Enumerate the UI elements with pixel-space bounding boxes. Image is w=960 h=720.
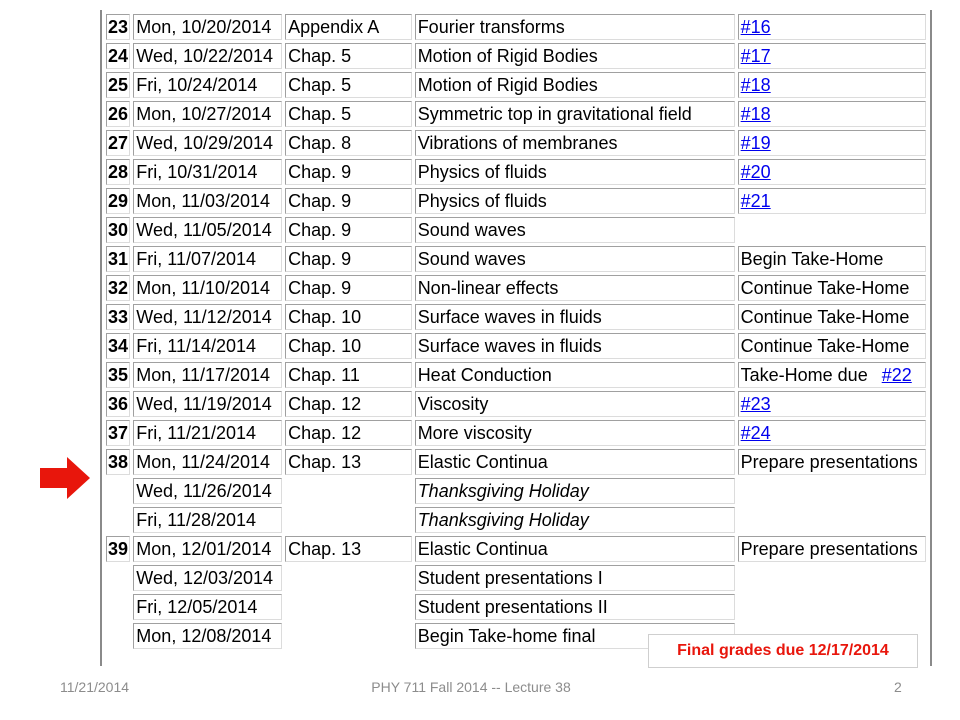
homework-link[interactable]: #17	[740, 46, 771, 66]
chapter-cell: Chap. 13	[285, 449, 412, 475]
homework-note: Continue Take-Home	[740, 307, 910, 327]
date-cell: Wed, 10/29/2014	[133, 130, 282, 156]
topic-cell: Thanksgiving Holiday	[415, 478, 735, 504]
table-row	[106, 159, 926, 185]
homework-note: Continue Take-Home	[740, 336, 910, 356]
homework-link[interactable]: #18	[740, 104, 771, 124]
topic-cell: Elastic Continua	[415, 449, 735, 475]
date-cell: Wed, 10/22/2014	[133, 43, 282, 69]
chapter-cell: Appendix A	[285, 14, 412, 40]
date-cell: Mon, 11/17/2014	[133, 362, 282, 388]
homework-cell	[738, 14, 926, 40]
topic-cell: Student presentations I	[415, 565, 735, 591]
schedule-panel	[100, 10, 932, 666]
table-row	[106, 43, 926, 69]
lecture-number-cell: 26	[106, 101, 130, 127]
chapter-cell: Chap. 5	[285, 72, 412, 98]
topic-cell: Sound waves	[415, 217, 735, 243]
date-cell: Fri, 10/24/2014	[133, 72, 282, 98]
table-row	[106, 72, 926, 98]
homework-note: Take-Home due	[740, 365, 868, 385]
homework-note: Begin Take-Home	[740, 249, 884, 269]
table-row	[106, 275, 926, 301]
chapter-cell	[285, 565, 412, 591]
table-row	[106, 507, 926, 533]
chapter-cell	[285, 478, 412, 504]
date-cell: Mon, 11/10/2014	[133, 275, 282, 301]
chapter-cell: Chap. 9	[285, 159, 412, 185]
chapter-cell: Chap. 9	[285, 246, 412, 272]
homework-cell	[738, 43, 926, 69]
date-cell: Fri, 12/05/2014	[133, 594, 282, 620]
homework-cell	[738, 333, 926, 359]
lecture-number-cell: 35	[106, 362, 130, 388]
date-cell: Mon, 12/01/2014	[133, 536, 282, 562]
table-row	[106, 246, 926, 272]
red-right-arrow-icon	[40, 457, 90, 499]
homework-cell	[738, 217, 926, 243]
date-cell: Mon, 11/03/2014	[133, 188, 282, 214]
table-row	[106, 449, 926, 475]
lecture-number-cell	[106, 594, 130, 620]
final-grades-note: Final grades due 12/17/2014	[648, 634, 918, 668]
table-row	[106, 478, 926, 504]
table-row	[106, 391, 926, 417]
topic-cell: Fourier transforms	[415, 14, 735, 40]
chapter-cell: Chap. 11	[285, 362, 412, 388]
homework-cell	[738, 130, 926, 156]
date-cell: Mon, 11/24/2014	[133, 449, 282, 475]
homework-cell	[738, 159, 926, 185]
homework-note: Prepare presentations	[740, 452, 918, 472]
topic-cell: Surface waves in fluids	[415, 333, 735, 359]
chapter-cell: Chap. 8	[285, 130, 412, 156]
date-cell: Fri, 10/31/2014	[133, 159, 282, 185]
homework-cell	[738, 420, 926, 446]
topic-cell: Vibrations of membranes	[415, 130, 735, 156]
homework-cell	[738, 188, 926, 214]
topic-cell: Surface waves in fluids	[415, 304, 735, 330]
chapter-cell: Chap. 13	[285, 536, 412, 562]
footer-course: PHY 711 Fall 2014 -- Lecture 38	[371, 679, 571, 695]
topic-cell: Begin Take-home final	[415, 623, 735, 649]
date-cell: Wed, 12/03/2014	[133, 565, 282, 591]
table-row	[106, 420, 926, 446]
homework-cell	[738, 507, 926, 533]
arrow-shape	[40, 457, 90, 499]
lecture-number-cell: 34	[106, 333, 130, 359]
chapter-cell: Chap. 5	[285, 101, 412, 127]
homework-cell	[738, 275, 926, 301]
lecture-number-cell: 36	[106, 391, 130, 417]
schedule-table	[103, 11, 929, 652]
topic-cell: More viscosity	[415, 420, 735, 446]
date-cell: Wed, 11/19/2014	[133, 391, 282, 417]
homework-link[interactable]: #22	[881, 365, 912, 385]
date-cell: Mon, 10/20/2014	[133, 14, 282, 40]
lecture-number-cell	[106, 565, 130, 591]
topic-cell: Viscosity	[415, 391, 735, 417]
topic-cell: Heat Conduction	[415, 362, 735, 388]
lecture-number-cell: 39	[106, 536, 130, 562]
chapter-cell: Chap. 9	[285, 217, 412, 243]
lecture-number-cell: 23	[106, 14, 130, 40]
lecture-number-cell: 27	[106, 130, 130, 156]
footer-date: 11/21/2014	[60, 679, 130, 695]
topic-cell: Motion of Rigid Bodies	[415, 72, 735, 98]
lecture-number-cell: 33	[106, 304, 130, 330]
table-row	[106, 333, 926, 359]
homework-note: Prepare presentations	[740, 539, 918, 559]
lecture-number-cell	[106, 478, 130, 504]
homework-cell	[738, 449, 926, 475]
homework-link[interactable]: #18	[740, 75, 771, 95]
footer-page-number: 2	[894, 679, 902, 695]
lecture-number-cell: 32	[106, 275, 130, 301]
chapter-cell: Chap. 5	[285, 43, 412, 69]
table-row	[106, 594, 926, 620]
homework-link[interactable]: #23	[740, 394, 771, 414]
lecture-number-cell: 30	[106, 217, 130, 243]
homework-cell	[738, 362, 926, 388]
homework-cell	[738, 101, 926, 127]
topic-cell: Physics of fluids	[415, 188, 735, 214]
chapter-cell: Chap. 9	[285, 275, 412, 301]
homework-cell	[738, 478, 926, 504]
topic-cell: Elastic Continua	[415, 536, 735, 562]
chapter-cell: Chap. 10	[285, 304, 412, 330]
lecture-number-cell: 25	[106, 72, 130, 98]
lecture-number-cell: 38	[106, 449, 130, 475]
lecture-number-cell	[106, 623, 130, 649]
lecture-number-cell: 31	[106, 246, 130, 272]
homework-cell	[738, 565, 926, 591]
table-row	[106, 362, 926, 388]
topic-cell: Thanksgiving Holiday	[415, 507, 735, 533]
lecture-number-cell	[106, 507, 130, 533]
table-row	[106, 101, 926, 127]
homework-link[interactable]: #19	[740, 133, 771, 153]
homework-cell	[738, 594, 926, 620]
topic-cell: Symmetric top in gravitational field	[415, 101, 735, 127]
chapter-cell: Chap. 9	[285, 188, 412, 214]
date-cell: Mon, 10/27/2014	[133, 101, 282, 127]
date-cell: Fri, 11/28/2014	[133, 507, 282, 533]
homework-link[interactable]: #20	[740, 162, 771, 182]
chapter-cell	[285, 594, 412, 620]
lecture-number-cell: 24	[106, 43, 130, 69]
homework-cell	[738, 72, 926, 98]
table-row	[106, 536, 926, 562]
topic-cell: Student presentations II	[415, 594, 735, 620]
homework-note: Continue Take-Home	[740, 278, 910, 298]
lecture-number-cell: 28	[106, 159, 130, 185]
homework-cell	[738, 391, 926, 417]
topic-cell: Motion of Rigid Bodies	[415, 43, 735, 69]
table-row	[106, 188, 926, 214]
topic-cell: Sound waves	[415, 246, 735, 272]
homework-cell	[738, 536, 926, 562]
homework-link[interactable]: #24	[740, 423, 771, 443]
chapter-cell: Chap. 12	[285, 420, 412, 446]
lecture-number-cell: 37	[106, 420, 130, 446]
table-row	[106, 217, 926, 243]
date-cell: Wed, 11/12/2014	[133, 304, 282, 330]
chapter-cell	[285, 507, 412, 533]
table-row	[106, 304, 926, 330]
homework-cell	[738, 304, 926, 330]
date-cell: Fri, 11/14/2014	[133, 333, 282, 359]
topic-cell: Physics of fluids	[415, 159, 735, 185]
chapter-cell: Chap. 10	[285, 333, 412, 359]
table-row	[106, 565, 926, 591]
chapter-cell: Chap. 12	[285, 391, 412, 417]
homework-cell	[738, 246, 926, 272]
homework-link[interactable]: #21	[740, 191, 771, 211]
date-cell: Wed, 11/05/2014	[133, 217, 282, 243]
table-row	[106, 14, 926, 40]
date-cell: Fri, 11/07/2014	[133, 246, 282, 272]
homework-link[interactable]: #16	[740, 17, 771, 37]
date-cell: Wed, 11/26/2014	[133, 478, 282, 504]
date-cell: Fri, 11/21/2014	[133, 420, 282, 446]
date-cell: Mon, 12/08/2014	[133, 623, 282, 649]
chapter-cell	[285, 623, 412, 649]
table-row	[106, 130, 926, 156]
topic-cell: Non-linear effects	[415, 275, 735, 301]
lecture-number-cell: 29	[106, 188, 130, 214]
